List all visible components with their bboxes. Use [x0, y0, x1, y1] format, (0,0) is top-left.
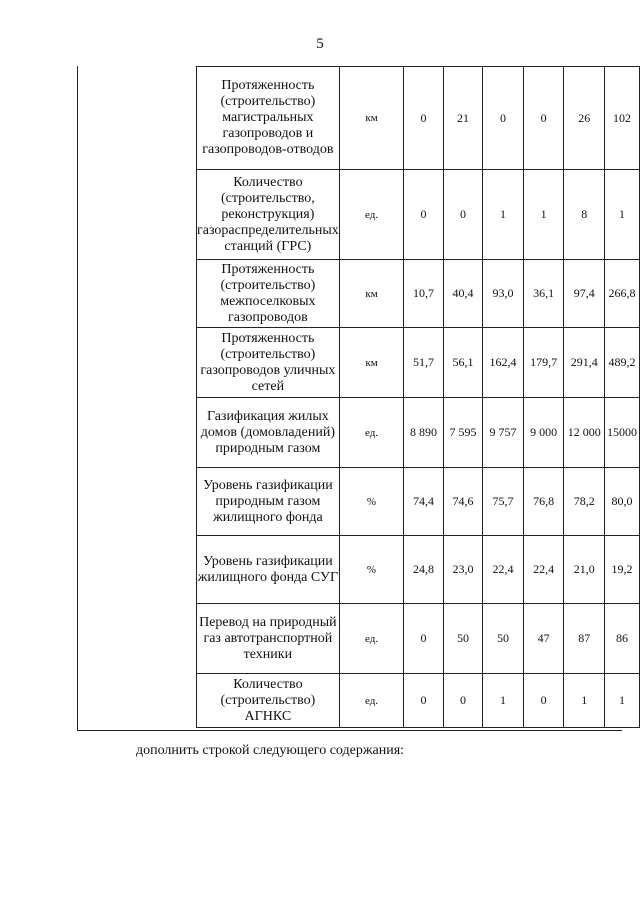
indicator-name: Протяженность (строительство) магистральных газопроводов и газопроводов-отводов — [197, 67, 340, 170]
indicator-value: 0 — [404, 67, 443, 170]
indicator-value: 0 — [443, 674, 482, 728]
indicator-value: 15000 — [605, 398, 640, 468]
indicator-value: 50 — [483, 604, 524, 674]
indicator-unit: % — [339, 468, 404, 536]
indicator-value: 0 — [443, 170, 482, 260]
indicator-value: 75,7 — [483, 468, 524, 536]
indicator-value: 1 — [483, 674, 524, 728]
indicator-value: 97,4 — [564, 260, 605, 328]
indicator-unit: ед. — [339, 398, 404, 468]
table-row — [197, 328, 640, 398]
indicator-value: 7 595 — [443, 398, 482, 468]
indicator-value: 0 — [523, 67, 564, 170]
indicator-value: 21,0 — [564, 536, 605, 604]
indicator-value: 0 — [404, 674, 443, 728]
indicator-value: 24,8 — [404, 536, 443, 604]
indicator-value: 78,2 — [564, 468, 605, 536]
indicator-value: 9 000 — [523, 398, 564, 468]
indicator-value: 489,2 — [605, 328, 640, 398]
gasification-indicators-table — [196, 66, 640, 728]
page-number: 5 — [316, 36, 324, 52]
indicator-value: 19,2 — [605, 536, 640, 604]
indicator-value: 10,7 — [404, 260, 443, 328]
indicator-value: 291,4 — [564, 328, 605, 398]
table-row — [197, 604, 640, 674]
indicator-unit: км — [339, 328, 404, 398]
indicator-unit: км — [339, 260, 404, 328]
indicator-value: 76,8 — [523, 468, 564, 536]
indicator-value: 0 — [404, 604, 443, 674]
indicator-unit: ед. — [339, 604, 404, 674]
footer-text: дополнить строкой следующего содержания: — [136, 743, 405, 758]
indicator-unit: % — [339, 536, 404, 604]
table-row — [197, 170, 640, 260]
indicator-name: Количество (строительство, реконструкция) газораспределительных станций (ГРС) — [197, 170, 340, 260]
table-row — [197, 67, 640, 170]
indicator-name: Уровень газификации жилищного фонда СУГ — [197, 536, 340, 604]
indicator-value: 93,0 — [483, 260, 524, 328]
indicator-name: Протяженность (строительство) газопроводов уличных сетей — [197, 328, 340, 398]
indicator-value: 9 757 — [483, 398, 524, 468]
indicator-value: 47 — [523, 604, 564, 674]
indicator-value: 86 — [605, 604, 640, 674]
indicator-name: Перевод на природный газ автотранспортной техники — [197, 604, 340, 674]
indicator-name: Количество (строительство) АГНКС — [197, 674, 340, 728]
indicator-value: 56,1 — [443, 328, 482, 398]
indicator-value: 1 — [523, 170, 564, 260]
table-row — [197, 674, 640, 728]
indicator-name: Газификация жилых домов (домовладений) природным газом — [197, 398, 340, 468]
indicator-value: 8 890 — [404, 398, 443, 468]
indicator-value: 22,4 — [523, 536, 564, 604]
indicator-value: 1 — [483, 170, 524, 260]
table-left-border — [77, 66, 78, 731]
indicator-value: 21 — [443, 67, 482, 170]
indicator-value: 102 — [605, 67, 640, 170]
table-row — [197, 398, 640, 468]
table-row — [197, 536, 640, 604]
indicator-value: 40,4 — [443, 260, 482, 328]
indicator-value: 23,0 — [443, 536, 482, 604]
indicator-value: 1 — [605, 170, 640, 260]
indicator-value: 12 000 — [564, 398, 605, 468]
indicator-value: 0 — [483, 67, 524, 170]
indicator-value: 74,6 — [443, 468, 482, 536]
indicator-value: 51,7 — [404, 328, 443, 398]
indicator-unit: ед. — [339, 674, 404, 728]
indicator-value: 74,4 — [404, 468, 443, 536]
indicator-value: 0 — [523, 674, 564, 728]
indicator-value: 1 — [605, 674, 640, 728]
indicator-name: Уровень газификации природным газом жилищного фонда — [197, 468, 340, 536]
indicator-value: 8 — [564, 170, 605, 260]
indicator-value: 162,4 — [483, 328, 524, 398]
indicator-value: 1 — [564, 674, 605, 728]
indicator-value: 266,8 — [605, 260, 640, 328]
indicator-value: 0 — [404, 170, 443, 260]
table-row — [197, 468, 640, 536]
indicator-value: 26 — [564, 67, 605, 170]
indicator-value: 80,0 — [605, 468, 640, 536]
indicator-name: Протяженность (строительство) межпоселковых газопроводов — [197, 260, 340, 328]
indicator-unit: км — [339, 67, 404, 170]
table-row — [197, 260, 640, 328]
indicator-value: 50 — [443, 604, 482, 674]
table-bottom-border — [77, 730, 622, 731]
indicator-unit: ед. — [339, 170, 404, 260]
indicator-value: 36,1 — [523, 260, 564, 328]
indicator-value: 87 — [564, 604, 605, 674]
indicator-value: 179,7 — [523, 328, 564, 398]
indicator-value: 22,4 — [483, 536, 524, 604]
